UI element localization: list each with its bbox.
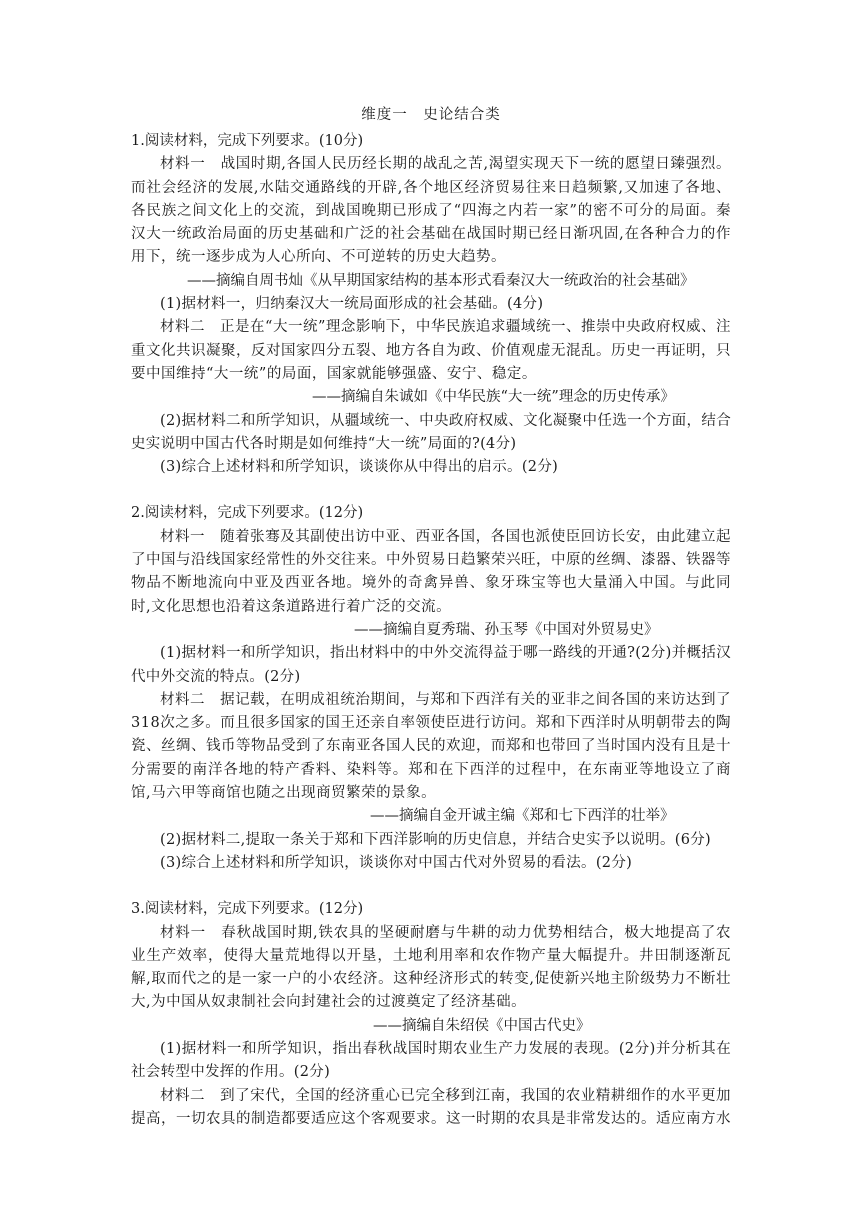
material-source: ——摘编自朱绍侯《中国古代史》 <box>373 1017 591 1034</box>
sub-question: (3)综合上述材料和所学知识，谈谈你对中国古代对外贸易的看法。(2分) <box>160 854 633 871</box>
question-heading: 2.阅读材料，完成下列要求。(12分) <box>131 505 364 522</box>
material-source: ——摘编自金开诚主编《郑和七下西洋的壮举》 <box>370 808 675 825</box>
material-source: ——摘编自周书灿《从早期国家结构的基本形式看秦汉大一统政治的社会基础》 <box>187 272 695 289</box>
spacer <box>131 875 731 898</box>
material-text: 材料二 正是在“大一统”理念影响下，中华民族追求疆域统一、推崇中央政府权威、注重文化共识凝聚，反对国家四分五裂、地方各自为政、价值观虚无混乱。历史一再证明，只要中国维持“大一统”的局面，国家就能够强盛、安宁、稳定。 <box>131 319 731 382</box>
sub-question: (2)据材料二,提取一条关于郑和下西洋影响的历史信息，并结合史实予以说明。(6分) <box>160 831 711 848</box>
sub-question: (1)据材料一和所学知识，指出材料中的中外交流得益于哪一路线的开通?(2分)并概括汉代中外交流的特点。(2分) <box>131 645 731 685</box>
material-text: 材料二 据记载，在明成祖统治期间，与郑和下西洋有关的亚非之间各国的来访达到了318次之多。而且很多国家的国王还亲自率领使臣进行访问。郑和下西洋时从明朝带去的陶瓷、丝绸、钱币等物品受到了东南亚各国人民的欢迎，而郑和也带回了当时国内没有且是十分需要的南洋各地的特产香料、染料等。郑和在下西洋的过程中，在东南亚等地设立了商馆,马六甲等商馆也随之出现商贸繁荣的景象。 <box>131 691 731 802</box>
question-2 <box>131 502 731 875</box>
question-3 <box>131 898 731 1131</box>
sub-question: (1)据材料一和所学知识，指出春秋战国时期农业生产力发展的表现。(2分)并分析其在社会转型中发挥的作用。(2分) <box>131 1040 731 1081</box>
material-source: ——摘编自夏秀瑞、孙玉琴《中国对外贸易史》 <box>354 621 659 638</box>
material-text: 材料二 到了宋代，全国的经济重心已完全移到江南，我国的农业精耕细作的水平更加提高，一切农具的制造都要适应这个客观要求。这一时期的农具是非常发达的。适应南方水 <box>131 1087 731 1127</box>
material-text: 材料一 战国时期,各国人民历经长期的战乱之苦,渴望实现天下一统的愿望日臻强烈。而社会经济的发展,水陆交通路线的开辟,各个地区经济贸易往来日趋频繁,又加速了各地、各民族之间文化上的交流，到战国晚期已形成了“四海之内若一家”的密不可分的局面。秦汉大一统政治局面的历史基础和广泛的社会基础在战国时期已经日渐巩固,在各种合力的作用下，统一逐步成为人心所向、不可逆转的历史大趋势。 <box>131 156 731 266</box>
page-title: 维度一 史论结合类 <box>361 107 501 123</box>
material-text: 材料一 随着张骞及其副使出访中亚、西亚各国，各国也派使臣回访长安，由此建立起了中国与沿线国家经常性的外交往来。中外贸易日趋繁荣兴旺，中原的丝绸、漆器、铁器等物品不断地流向中亚及西亚各地。境外的奇禽异兽、象牙珠宝等也大量涌入中国。与此同时,文化思想也沿着这条道路进行着广泛的交流。 <box>131 528 731 615</box>
spacer <box>131 479 731 502</box>
material-source: ——摘编自朱诚如《中华民族“大一统”理念的历史传承》 <box>312 389 675 406</box>
sub-question: (1)据材料一，归纳秦汉大一统局面形成的社会基础。(4分) <box>160 296 544 313</box>
sub-question: (2)据材料二和所学知识，从疆域统一、中央政府权威、文化凝聚中任选一个方面，结合史实说明中国古代各时期是如何维持“大一统”局面的?(4分) <box>131 412 731 452</box>
question-heading: 3.阅读材料，完成下列要求。(12分) <box>131 901 364 918</box>
question-heading: 1.阅读材料，完成下列要求。(10分) <box>131 133 364 149</box>
material-text: 材料一 春秋战国时期,铁农具的坚硬耐磨与牛耕的动力优势相结合，极大地提高了农业生产效率，使得大量荒地得以开垦，土地利用率和农作物产量大幅提升。井田制逐渐瓦解,取而代之的是一家一户的小农经济。这种经济形式的转变,促使新兴地主阶级势力不断壮大,为中国从奴隶制社会向封建社会的过渡奠定了经济基础。 <box>131 924 731 1011</box>
question-1 <box>131 130 731 479</box>
worksheet-page <box>131 104 731 1131</box>
sub-question: (3)综合上述材料和所学知识，谈谈你从中得出的启示。(2分) <box>160 459 559 476</box>
